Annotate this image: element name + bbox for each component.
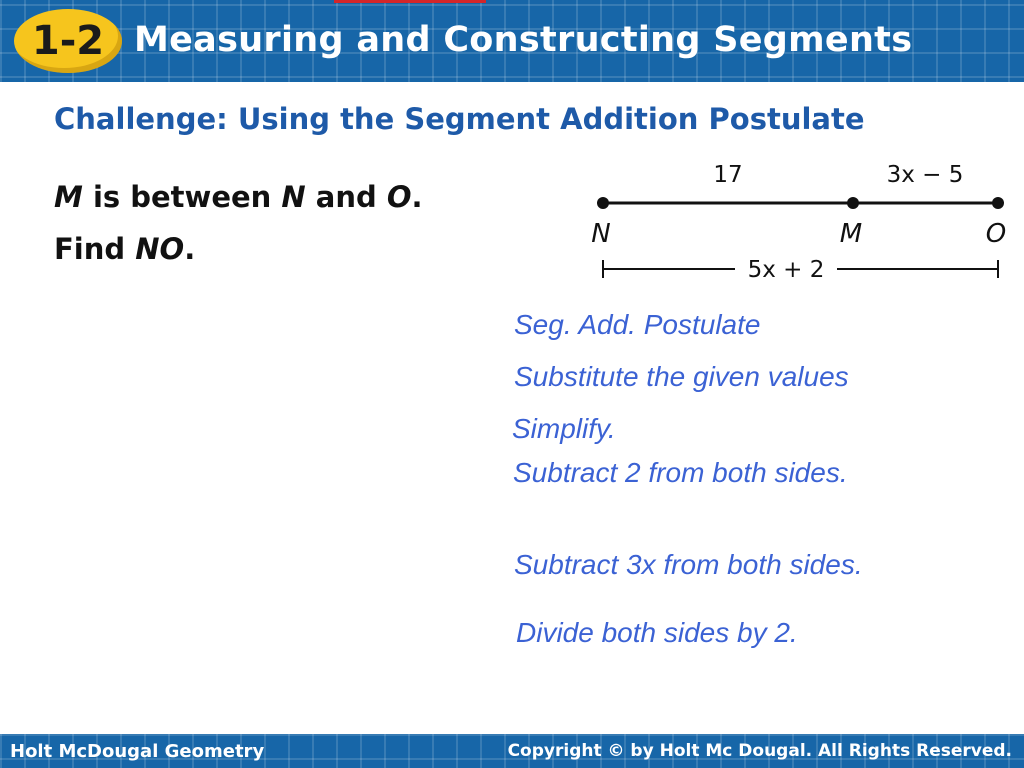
step-reason-2: Substitute the given values xyxy=(514,361,849,392)
step-reason-6: Divide both sides by 2. xyxy=(516,617,798,648)
lesson-title: Measuring and Constructing Segments xyxy=(134,20,913,60)
length-no-label: 5x + 2 xyxy=(747,257,825,283)
var-o: O xyxy=(386,180,412,214)
problem-statement-line1 xyxy=(54,180,423,214)
point-m xyxy=(847,197,859,209)
lesson-number: 1-2 xyxy=(31,18,105,64)
step-reason-1: Seg. Add. Postulate xyxy=(514,309,761,340)
text-period: . xyxy=(411,180,423,214)
step-reason-5: Subtract 3x from both sides. xyxy=(514,549,863,580)
var-no: NO xyxy=(135,232,185,266)
step-reason-3: Simplify. xyxy=(512,413,616,444)
text-find: Find xyxy=(54,232,136,266)
footer-bar xyxy=(0,734,1024,768)
text-period: . xyxy=(184,232,196,266)
title-banner xyxy=(0,0,1024,82)
slide-subtitle: Challenge: Using the Segment Addition Postulate xyxy=(54,102,865,136)
segment-diagram xyxy=(585,152,1015,287)
text-is-between: is between xyxy=(82,180,282,214)
point-label-m: M xyxy=(839,219,863,249)
problem-statement-line2 xyxy=(54,232,195,266)
point-label-o: O xyxy=(985,219,1007,249)
header-accent-bar xyxy=(334,0,486,3)
var-m: M xyxy=(54,180,83,214)
length-nm-label: 17 xyxy=(713,162,743,188)
point-label-n: N xyxy=(591,219,611,249)
footer-book-title: Holt McDougal Geometry xyxy=(10,741,265,762)
footer-copyright: Copyright © by Holt Mc Dougal. All Rights Reserved. xyxy=(507,741,1012,761)
point-n xyxy=(597,197,609,209)
text-and: and xyxy=(305,180,387,214)
var-n: N xyxy=(281,180,306,214)
step-reason-4: Subtract 2 from both sides. xyxy=(513,457,848,488)
point-o xyxy=(992,197,1004,209)
length-mo-label: 3x − 5 xyxy=(886,162,964,188)
